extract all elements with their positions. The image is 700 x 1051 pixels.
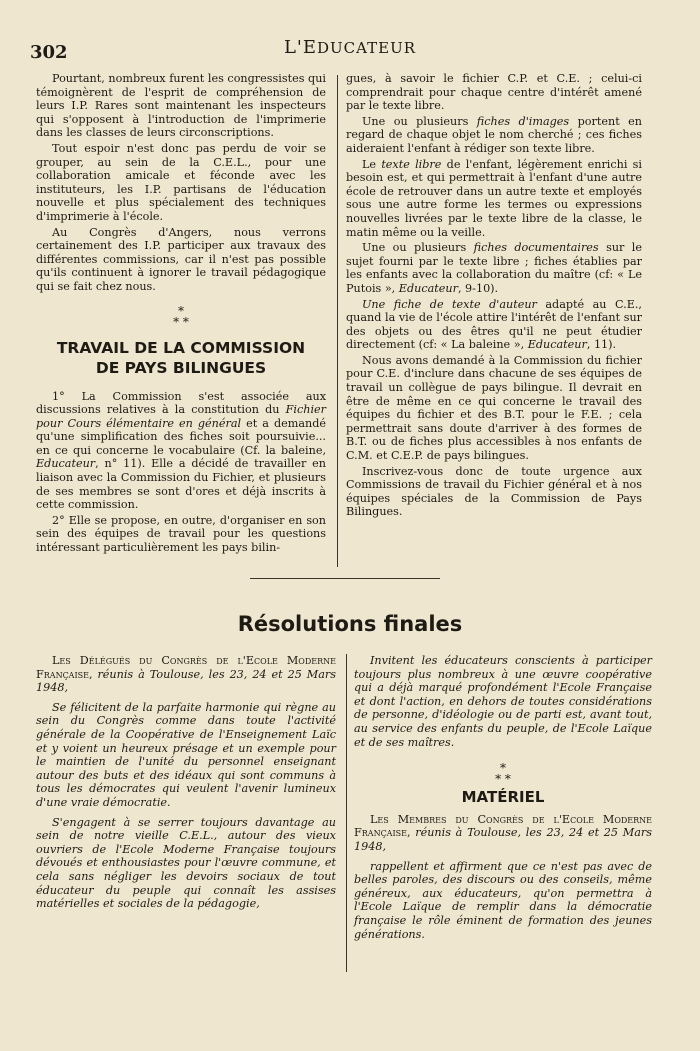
paragraph: S'engagent à se serrer toujours davantage au sein de notre vieille C.E.L., autour des vieux ouvriers de l'Ecole Moderne Française toujours dévoués et enthousiastes pour l'œuvre commune, et cela sans négliger les devoirs sociaux de tout éducateur du peuple qui connaît les assises matérielles et sociales de la pédagogie, xyxy=(36,815,336,911)
paragraph: 1° La Commission s'est associée aux discussions relatives à la constitution du Fichier pour Cours élémentaire en général et a demandé qu'une simplification des fiches soit poursuivie... en ce qui concerne le vocabulaire (Cf. la baleine, Educateur, n° 11). Elle a décidé de travailler en liaison avec la Commission du Fichier, et plusieurs de ses membres se sont d'ores et déjà inscrits à cette commission. xyxy=(36,389,326,512)
resolutions-title: Résolutions finales xyxy=(237,612,463,636)
paragraph: Une ou plusieurs fiches d'images portent en regard de chaque objet le nom cherché ; ces fiches aideraient l'enfant à rédiger son texte libre. xyxy=(346,114,642,155)
right-column xyxy=(346,72,642,521)
column-divider-bottom xyxy=(346,654,347,972)
paragraph: Invitent les éducateurs conscients à participer toujours plus nombreux à une œuvre coopérative qui a déjà marqué profondément l'Ecole Française et dont l'action, en dehors de toutes considérations de personne, d'idéologie ou de parti est, avant tout, au service des enfants du peuple, de l'Ecole Laïque et de ses maîtres. xyxy=(354,654,652,749)
resolution-intro: Les Membres du Congrès de l'Ecole Moderne Française, réunis à Toulouse, les 23, 24 et 25 Mars 1948, xyxy=(354,812,652,853)
resolutions-left-column xyxy=(36,654,336,917)
paragraph: Au Congrès d'Angers, nous verrons certainement des I.P. participer aux travaux des différentes commissions, car il n'est pas possible qu'ils continuent à ignorer le travail pédagogique qui se fait chez nous. xyxy=(36,225,326,293)
paragraph: 2° Elle se propose, en outre, d'organiser en son sein des équipes de travail pour les questions intéressant particulièrement les pays bilin- xyxy=(36,513,326,555)
materiel-title: MATÉRIEL xyxy=(461,788,545,807)
paragraph: Pourtant, nombreux furent les congressistes qui témoignèrent de l'esprit de compréhension de leurs I.P. Rares sont maintenant les inspecteurs qui s'opposent à l'introduction de l'imprimerie dans les classes de leurs circonscriptions. xyxy=(36,72,326,140)
paragraph: Une fiche de texte d'auteur adapté au C.E., quand la vie de l'école attire l'intérêt de l'enfant sur des objets ou des êtres qu'il ne peut étudier directement (cf: « La baleine », Educateur, 11). xyxy=(346,297,642,352)
column-divider-top xyxy=(337,75,338,567)
journal-title: L'EDUCATEUR xyxy=(283,37,417,58)
resolution-intro: Les Délégués du Congrès de l'Ecole Moderne Française, réunis à Toulouse, les 23, 24 et 25 Mars 1948, xyxy=(36,654,336,695)
paragraph: Tout espoir n'est donc pas perdu de voir se grouper, au sein de la C.E.L., pour une collaboration amicale et féconde avec les instituteurs, les I.P. partisans de l'éducation nouvelle et plus spécialement des techniques d'imprimerie à l'école. xyxy=(36,141,326,223)
paragraph: Se félicitent de la parfaite harmonie qui règne au sein du Congrès comme dans toute l'activité générale de la Coopérative de l'Enseignement Laïc et y voient un heureux présage et un exemple pour le maintien de l'unité du personnel enseignant autour des buts et des idéaux qui sont communs à tous les démocrates qui veulent l'avenir lumineux d'une vraie démocratie. xyxy=(36,700,336,809)
resolutions-right-column xyxy=(354,654,652,947)
page-number: 302 xyxy=(30,42,68,63)
separator-stars: * * * xyxy=(495,761,511,787)
separator-stars: * * * xyxy=(173,303,189,329)
paragraph: rappellent et affirment que ce n'est pas avec de belles paroles, des discours ou des conseils, même généreux, aux éducateurs, qu'on permettra à l'Ecole Laïque de remplir dans la démocratie française le rôle éminent de formation des jeunes générations. xyxy=(354,859,652,941)
paragraph: Une ou plusieurs fiches documentaires sur le sujet fourni par le texte libre ; fiches établies par les enfants avec la collaboration du maître (cf: « Le Putois », Educateur, 9-10). xyxy=(346,241,643,295)
paragraph: Le texte libre de l'enfant, légèrement enrichi si besoin est, et qui permettrait à l'enfant d'une autre école de retrouver dans un autre texte et employés sous une autre forme les termes ou expressions nouvelles livrées par le texte libre de la classe, le matin même ou la veille. xyxy=(346,157,642,239)
section-title-bilingual: TRAVAIL DE LA COMMISSION DE PAYS BILINGUES xyxy=(56,338,306,377)
paragraph: Inscrivez-vous donc de toute urgence aux Commissions de travail du Fichier général et à nos équipes spéciales de la Commission de Pays Bilingues. xyxy=(346,464,642,519)
paragraph: Nous avons demandé à la Commission du fichier pour C.E. d'inclure dans chacune de ses équipes de travail un collègue de pays bilingue. Il devrait en être de même en ce qui concerne le travail des équipes du fichier et des B.T. pour le F.E. ; cela permettrait sans doute d'arriver à des formes de B.T. ou de fiches plus accessibles à nos enfants de C.M. et C.E.P. de pays bilingues. xyxy=(346,353,642,463)
left-column xyxy=(36,72,326,557)
paragraph: gues, à savoir le fichier C.P. et C.E. ; celui-ci comprendrait pour chaque centre d'intérêt amené par le texte libre. xyxy=(346,72,642,113)
horizontal-divider xyxy=(250,578,440,579)
